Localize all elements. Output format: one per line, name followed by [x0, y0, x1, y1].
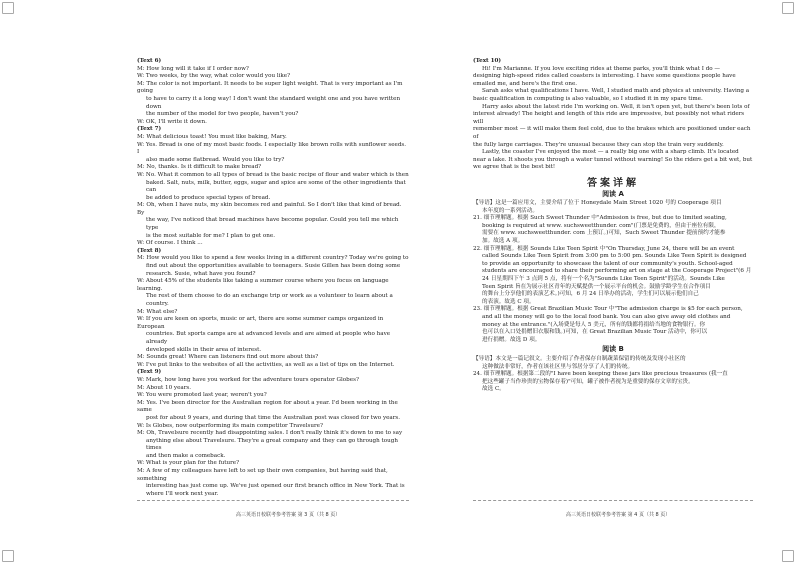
text-line: anything else about Travelsure. They're a great company and they can go through tough times — [146, 437, 400, 452]
text-line: 需要在 www. suchsweetthunder. com 上预订。)可知，Such Sweet Thunder 提前预约才能参 — [482, 230, 726, 237]
text-line: M: Yes. I've been director for the Australian region for about a year. I'd been working in the same — [137, 399, 400, 414]
text-line: designing high-speed rides called coasters is interesting. I have some questions people have — [473, 73, 736, 80]
scan-corner-mark — [2, 550, 14, 562]
text-line: the way, I've noticed that bread machines have become popular. Could you tell me which type — [146, 217, 401, 232]
text-line: basic qualification in computing is also valuable, so I studied it in my spare time. — [473, 95, 703, 102]
text-line: called Sounds Like Teen Spirit from 3:00 pm to 5:00 pm. Sounds Like Teen Spirit is designed — [482, 253, 747, 260]
text-heading: (Text 9) — [137, 369, 162, 376]
text-line: W: Two weeks, by the way, what color would you like? — [137, 73, 291, 80]
page-footer-right: 高三英语日校联考参考答案 第 4 页（共 8 页） — [566, 512, 671, 518]
text-line: post for about 9 years, and during that time the Australian post was closed for two years. — [146, 414, 401, 421]
text-line: W: You were promoted last year, weren't you? — [137, 392, 267, 399]
text-heading: (Text 7) — [137, 126, 162, 133]
text-line: emailed me, and here's the first one. — [473, 80, 578, 87]
scan-corner-mark — [782, 2, 794, 14]
text-line: 【导语】这是一篇应用文，主要介绍了位于 Honeydale Main Street 1020 号的 Cooperage 项目 — [473, 200, 722, 207]
text-line: W: Is Globes, now outperforming its main competitor Travelsure? — [137, 422, 323, 429]
section-a-block — [473, 200, 753, 344]
text-line: baked. Salt, nuts, milk, butter, eggs, sugar and spice are some of the other ingredients that can — [146, 179, 408, 194]
text-line: find out about the opportunities available to teenagers. Susie Gillen has been doing some — [146, 263, 401, 270]
text-line: M: No, thanks. Is it difficult to make bread? — [137, 164, 262, 171]
text-line: W: Yes. Bread is one of my most basic foods. I especially like brown rolls with sunflower seeds. I — [137, 141, 410, 156]
text-line: research. Susie, what have you found? — [146, 270, 256, 277]
text-line: M: A few of my colleagues have left to set up their own companies, but having said that, something — [137, 468, 390, 482]
text-line: students are encouraged to share their performing art on stage at the Cooperage Project"(6 月 — [482, 268, 752, 275]
text-line: Harry asks about the latest ride I'm working on. Well, it isn't open yet, but there's been lots of — [482, 103, 750, 110]
text-line: Hi! I'm Marianne. If you love exciting rides at theme parks, you'll think what I do — — [482, 65, 721, 72]
text-line: 21. 细节理解题。根据 Such Sweet Thunder 中"Admission is free, but due to limited seating, — [473, 215, 727, 222]
page-footer-left: 高三英语日校联考参考答案 第 3 页（共 8 页） — [236, 512, 341, 518]
text-line: 进行捐赠。故选 D 项。 — [482, 336, 541, 343]
text-line: be added to produce special types of bread. — [146, 194, 271, 201]
text-10-block — [473, 58, 753, 172]
section-a-title: 阅读 A — [602, 189, 624, 198]
text-line: countries. But sports camps are at advanced levels and are aimed at people who have already — [146, 331, 392, 345]
text-line: and all the money will go to the local food bank. You can also give away old clothes and — [482, 314, 731, 320]
text-line: W: I've put links to the websites of all the activities, as well as a list of tips on the Internet. — [137, 361, 395, 368]
text-line: booking is required at www. suchsweetthunder. com"(门票是免费的，但由于座位有限， — [482, 222, 720, 229]
text-line: W: Of course. I think ... — [137, 240, 203, 247]
text-line: 24. 细节理解题。根据第二段的"I have been keeping these jars like precious treasures (我一直 — [473, 371, 728, 378]
text-line: 也可以在入口处捐赠旧衣服和钱。)可知，在 Great Brazilian Music Tour 活动中，你可以 — [482, 329, 708, 336]
text-line: developed skills in their area of interest. — [146, 346, 262, 353]
text-line: W: Mark, how long have you worked for the adventure tours operator Globes? — [137, 376, 359, 383]
text-line: is the most suitable for me? I plan to get one. — [146, 232, 275, 239]
text-line: M: Oh, Travelsure recently had disappointing sales. I don't really think it's down to me to say — [137, 430, 403, 437]
text-line: money at the entrance."(入场费是每人 5 美元，所有的钱都将捐给当地的食物银行。你 — [482, 321, 706, 328]
text-line: remember most — it will make them feel cold, due to the brakes which are positioned under each of — [473, 126, 753, 140]
section-b-block — [473, 356, 753, 394]
text-line: 【导语】本文是一篇记叙文。主要介绍了作者保存自制蔬菜保留的传统及发现小社区的 — [473, 355, 686, 362]
text-line: Teen Spirit 旨在为展示社区青年的天赋提供一个展示平台的机会。鼓励学龄学生在合作项目 — [482, 283, 711, 290]
text-line: 本年度的一系列活动。 — [482, 207, 538, 214]
text-line: also made some flatbread. Would you like to try? — [146, 156, 285, 163]
text-line: 把这些罐子当作珍贵的宝物保存着)"可知，罐子被作者视为是重要的保存文章的宝贵。 — [482, 378, 694, 385]
text-line: M: The color is not important. It needs to be super light weight. That is very important as I'm going — [137, 80, 405, 95]
text-line: the fully large carriages. They're unusual because they can stop the train very suddenly. — [473, 141, 724, 148]
text-line: 22. 细节理解题。根据 Sounds Like Teen Spirit 中"On Thursday, June 24, there will be an event — [473, 245, 735, 252]
text-line: 23. 细节理解题。根据 Great Brazilian Music Tour 中"The admission charge is $5 for each person, — [473, 306, 743, 313]
text-line: and then make a comeback. — [146, 452, 226, 459]
scan-corner-mark — [2, 2, 14, 14]
right-page-content — [473, 58, 753, 394]
text-line: Sarah asks what qualifications I have. Well, I studied math and physics at university. Having a — [482, 88, 750, 95]
text-line: 的表演。故选 C 项。 — [482, 298, 535, 305]
text-line: M: Oh, when I have nuts, my skin becomes red and painful. So I don't like that kind of bread. By — [137, 202, 404, 216]
text-line: 的舞台上分享他们的表演艺术。)可知，6 月 24 日举办的活动，学生们可以展示他们自己 — [482, 291, 699, 298]
text-line: we agree that is the best bit! — [473, 164, 556, 171]
text-line: 24 日星期四下午 3 点到 5 点，将有一个名为"Sounds Like Teen Spirit"的活动。Sounds Like — [482, 276, 725, 283]
text-line: 加。故选 A 项。 — [482, 238, 524, 245]
scan-corner-mark — [782, 550, 794, 562]
text-line: M: About 10 years. — [137, 384, 192, 391]
text-line: interest already! The height and length of this ride are impressive, but possibly not what riders will — [473, 111, 746, 125]
text-line: The rest of them choose to do an exchange trip or work as a volunteer to learn about a country. — [146, 293, 395, 307]
text-heading: (Text 10) — [473, 58, 502, 64]
text-line: M: What else? — [137, 308, 178, 315]
text-line: W: No. What it common to all types of bread is the basic recipe of flour and water which is then — [137, 171, 409, 178]
text-line: 故选 C。 — [482, 386, 505, 393]
text-line: near a lake. It shoots you through a water tunnel without warning! So the riders get a bit wet, but — [473, 156, 753, 163]
section-b-title: 阅读 B — [602, 345, 624, 354]
text-line: Lastly, the coaster I've enjoyed the most — a really big one with a sharp climb. It's located — [482, 149, 739, 156]
text-line: to have to carry it a long way! I don't want the standard weight one and you have written down — [146, 95, 402, 110]
text-line: M: What delicious toast! You must like baking, Mary. — [137, 133, 287, 140]
text-line: M: Sounds great! Where can listeners find out more about this? — [137, 354, 319, 361]
text-line: W: If you are keen on sports, music or art, there are some summer camps organized in European — [137, 316, 386, 330]
text-line: W: About 45% of the students like taking a summer course where you focus on language learning. — [137, 278, 391, 292]
left-page-content — [137, 58, 409, 498]
text-line: 这种做法非常好，作者在该社区里与邻居分享了人们的传统。 — [482, 363, 634, 370]
text-line: to provide an opportunity to showcase the talent of our community's youth. School-aged — [482, 260, 733, 267]
text-line: M: How long will it take if I order now? — [137, 65, 249, 72]
answer-title: 答案详解 — [587, 177, 639, 189]
text-line: W: What is your plan for the future? — [137, 460, 240, 467]
text-line: W: OK, I'll write it down. — [137, 118, 207, 125]
text-line: M: How would you like to spend a few weeks living in a different country? Today we're going to — [137, 255, 409, 262]
text-heading: (Text 6) — [137, 58, 162, 64]
text-line: the number of the model for two people, haven't you? — [146, 111, 299, 118]
footer-rule — [137, 500, 409, 501]
text-line: where I'll work next year. — [146, 490, 219, 497]
text-line: interesting has just come up. We've just opened our first branch office in New York. That is — [146, 483, 405, 490]
text-heading: (Text 8) — [137, 247, 162, 254]
footer-rule — [473, 500, 753, 501]
